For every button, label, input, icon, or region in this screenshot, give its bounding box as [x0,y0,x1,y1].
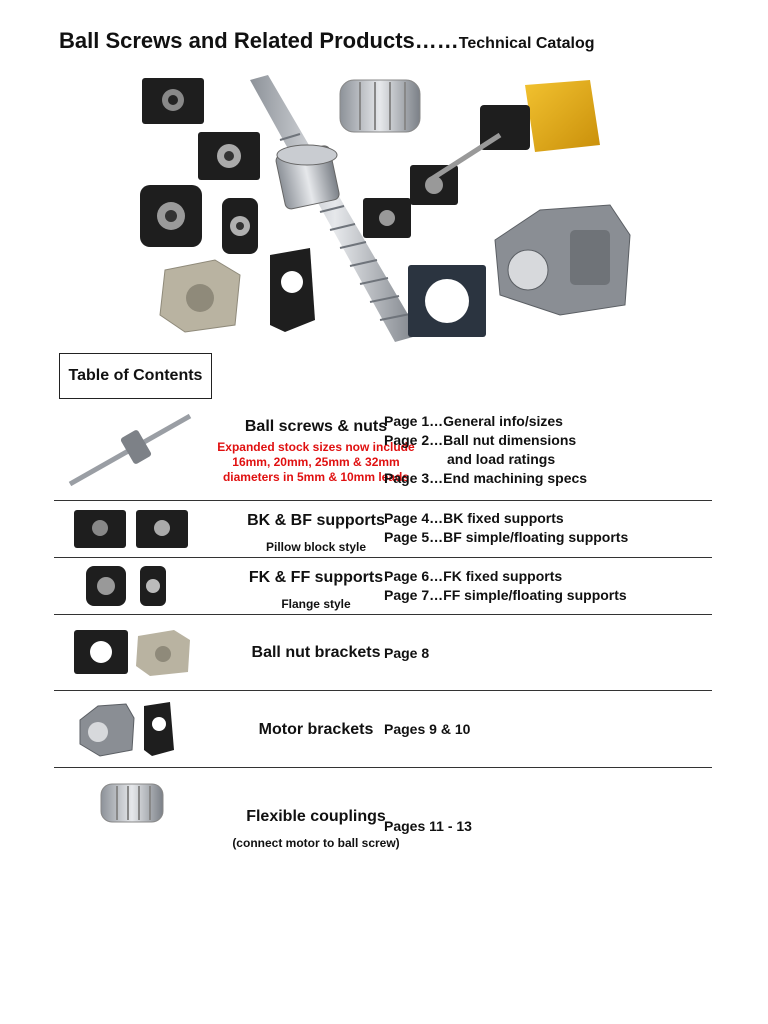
fk-ff-pages: Page 6…FK fixed supports Page 7…FF simple/floating supports [384,568,627,603]
table-of-contents-box: Table of Contents [59,353,212,399]
ball-nut-brackets-thumbnail [70,626,194,678]
row-divider [54,690,712,691]
row-divider [54,500,712,501]
ball-screws-pages: Page 1…General info/sizes Page 2…Ball nut dimensions and load ratings Page 3…End machining specs [384,413,588,486]
flexible-couplings-title: Flexible couplings [246,808,386,825]
title-sub: Technical Catalog [458,35,595,52]
row-divider [54,614,712,615]
bk-bf-thumbnail [70,506,194,554]
ball-nut-brackets-pages: Page 8 [384,645,430,661]
bk-bf-pages: Page 4…BK fixed supports Page 5…BF simple/floating supports [384,510,629,545]
row-divider [54,557,712,558]
fk-ff-title: FK & FF supports [248,569,384,586]
fk-flange-block [140,185,202,247]
fk-ff-subtitle: Flange style [281,597,351,611]
bk-support-block [142,78,204,124]
bf-support-block [198,132,260,180]
title-main: Ball Screws and Related Products…… [59,28,459,53]
motor-brackets-title: Motor brackets [258,721,374,738]
ff-flange-block [222,198,258,254]
ball-nut-brackets-title: Ball nut brackets [251,644,381,661]
fk-ff-thumbnail [84,562,174,610]
bk-bf-title: BK & BF supports [247,512,385,529]
flexible-couplings-pages: Pages 11 - 13 [384,818,472,834]
ball-screws-note: Expanded stock sizes now include 16mm, 20mm, 25mm & 32mm diameters in 5mm & 10mm leads [217,440,415,484]
dark-nut-bracket [408,265,486,337]
ball-screws-title: Ball screws & nuts [244,418,388,435]
bk-bf-subtitle: Pillow block style [265,540,367,554]
tan-nut-bracket [160,260,240,332]
row-divider [54,767,712,768]
l-motor-bracket [270,248,315,332]
coupling-thumbnail [98,780,166,826]
motor-brackets-pages: Pages 9 & 10 [384,721,471,737]
coupling-part [340,80,420,132]
catalog-title [59,28,595,54]
product-collage-image [130,70,640,345]
grey-motor-bracket [495,205,630,315]
ball-screw-thumbnail [66,410,194,488]
flexible-couplings-subtitle: (connect motor to ball screw) [232,836,400,850]
motor-brackets-thumbnail [74,698,186,760]
